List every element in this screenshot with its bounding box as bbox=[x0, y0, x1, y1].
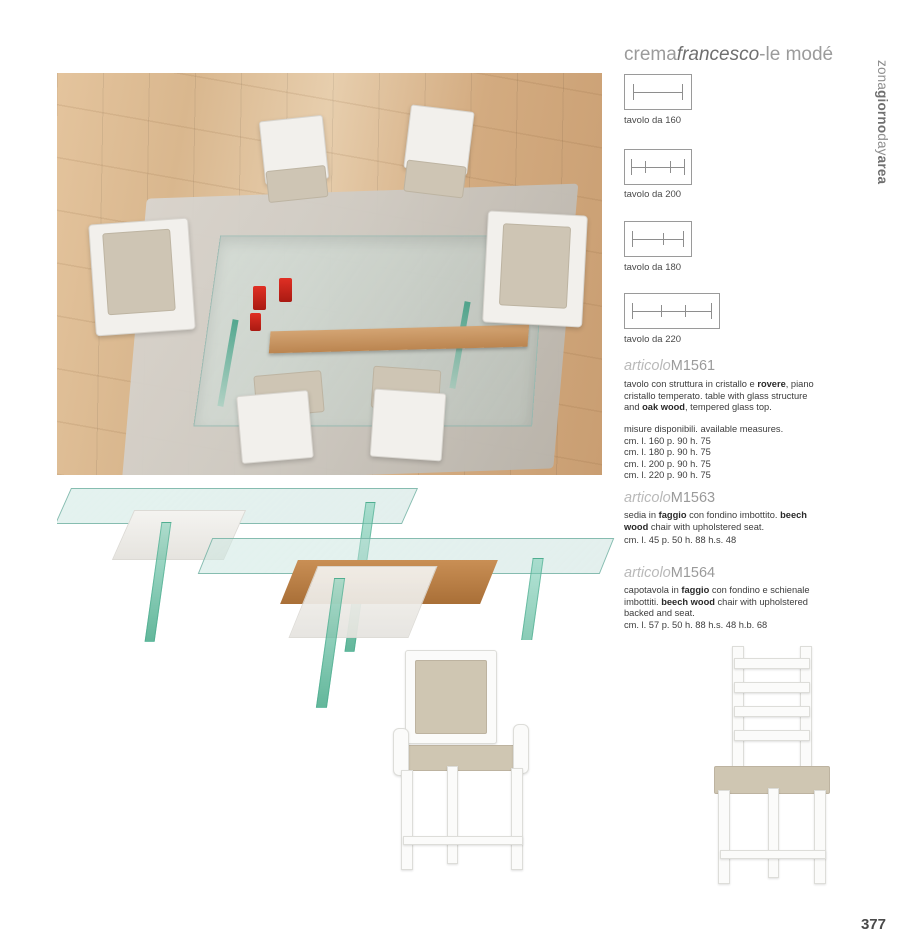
section-tab-giorno: giorno bbox=[875, 90, 890, 134]
photo-armchair-m1564 bbox=[385, 640, 575, 890]
m1563-desc-pre: sedia in bbox=[624, 510, 659, 520]
measure-row: cm. l. 45 p. 50 h. 88 h.s. 48 bbox=[624, 535, 737, 545]
photo-chair-m1563 bbox=[690, 640, 860, 890]
armchair-leg-front-left bbox=[401, 770, 413, 870]
armchair-seat-cushion bbox=[399, 745, 523, 771]
chair-bottom-left bbox=[236, 390, 314, 464]
article-m1561-title bbox=[624, 358, 715, 374]
m1561-desc-2: , piano cristallo temperato. table with glass structure and bbox=[624, 379, 814, 413]
m1563-bold-2: beech wood bbox=[624, 510, 807, 532]
armchair-arm-right bbox=[513, 724, 529, 774]
section-tab-day: day bbox=[875, 133, 890, 156]
chair-stretcher bbox=[720, 850, 826, 859]
section-tab-area: area bbox=[875, 155, 890, 185]
article-m1561-measures bbox=[624, 424, 824, 482]
article-m1564-description bbox=[624, 585, 814, 620]
brand-prefix: crema bbox=[624, 44, 677, 65]
table-180-icon bbox=[624, 221, 692, 257]
table-220-caption: tavolo da 220 bbox=[624, 334, 682, 345]
article-label: articolo bbox=[624, 358, 671, 374]
candle-3 bbox=[250, 313, 261, 331]
candle-2 bbox=[279, 278, 292, 302]
m1563-bold-1: faggio bbox=[658, 510, 687, 520]
armchair-back-cushion bbox=[415, 660, 487, 734]
measure-row: cm. l. 200 p. 90 h. 75 bbox=[624, 458, 711, 469]
chair-leg-front-left bbox=[718, 790, 730, 884]
article-m1564-title bbox=[624, 565, 715, 581]
m1564-desc-mid: con fondino e schienale imbottiti. bbox=[624, 585, 810, 607]
chair-top-left-seat bbox=[265, 165, 328, 203]
chair-leg-back bbox=[768, 788, 779, 878]
measures-title: misure disponibili. available measures. bbox=[624, 424, 784, 434]
m1564-bold-2: beech wood bbox=[661, 596, 715, 607]
article-m1561-description bbox=[624, 379, 814, 414]
article-m1563-title bbox=[624, 490, 715, 506]
m1564-bold-1: faggio bbox=[681, 585, 710, 595]
table-180-caption: tavolo da 180 bbox=[624, 262, 682, 273]
armchair-left-cushion bbox=[102, 229, 176, 316]
armchair-leg-front-right bbox=[511, 768, 523, 870]
hero-photo-dining-set bbox=[57, 73, 602, 475]
measure-row: cm. l. 180 p. 90 h. 75 bbox=[624, 447, 711, 458]
page-number: 377 bbox=[860, 916, 886, 933]
chair-ladder-slat-1 bbox=[734, 658, 810, 669]
article-m1563-measures bbox=[624, 535, 824, 547]
section-tab-vertical bbox=[875, 60, 890, 184]
table-200-icon bbox=[624, 149, 692, 185]
m1563-desc-post: chair with upholstered seat. bbox=[648, 521, 765, 532]
candle-1 bbox=[253, 286, 266, 310]
armchair-stretcher bbox=[403, 836, 523, 845]
chair-ladder-slat-3 bbox=[734, 706, 810, 717]
table-160-caption: tavolo da 160 bbox=[624, 115, 682, 126]
article-m1564-measures bbox=[624, 620, 824, 632]
m1564-desc-pre: capotavola in bbox=[624, 585, 682, 595]
chair-ladder-slat-2 bbox=[734, 682, 810, 693]
section-tab-zona: zona bbox=[875, 60, 890, 91]
m1561-desc-1: tavolo con struttura in cristallo e bbox=[624, 379, 758, 389]
chair-bottom-right bbox=[370, 389, 447, 462]
m1561-bold-2: oak wood bbox=[642, 402, 685, 413]
chair-leg-front-right bbox=[814, 790, 826, 884]
table-160-icon bbox=[624, 74, 692, 110]
m1561-bold-1: rovere bbox=[757, 379, 786, 389]
armchair-leg-back bbox=[447, 766, 458, 864]
article-label: articolo bbox=[624, 565, 671, 581]
article-m1563-description bbox=[624, 510, 814, 533]
article-label: articolo bbox=[624, 490, 671, 506]
article-code: M1561 bbox=[670, 358, 716, 374]
armchair-arm-left bbox=[393, 728, 409, 776]
brand-title bbox=[624, 44, 833, 66]
measure-row: cm. l. 160 p. 90 h. 75 bbox=[624, 435, 711, 446]
table-200-caption: tavolo da 200 bbox=[624, 189, 682, 200]
chair-ladder-slat-4 bbox=[734, 730, 810, 741]
armchair-right-cushion bbox=[499, 223, 571, 308]
brand-italic: francesco bbox=[676, 44, 760, 65]
m1564-desc-post: chair with upholstered backed and seat. bbox=[624, 596, 808, 619]
article-code: M1563 bbox=[670, 490, 716, 506]
measure-row: cm. l. 220 p. 90 h. 75 bbox=[624, 470, 711, 481]
measure-row: cm. l. 57 p. 50 h. 88 h.s. 48 h.b. 68 bbox=[624, 620, 768, 630]
m1563-desc-mid: con fondino imbottito. bbox=[686, 510, 778, 520]
m1561-desc-3: , tempered glass top. bbox=[684, 402, 772, 413]
article-code: M1564 bbox=[670, 565, 716, 581]
table-220-icon bbox=[624, 293, 720, 329]
brand-suffix: -le modé bbox=[759, 44, 834, 65]
